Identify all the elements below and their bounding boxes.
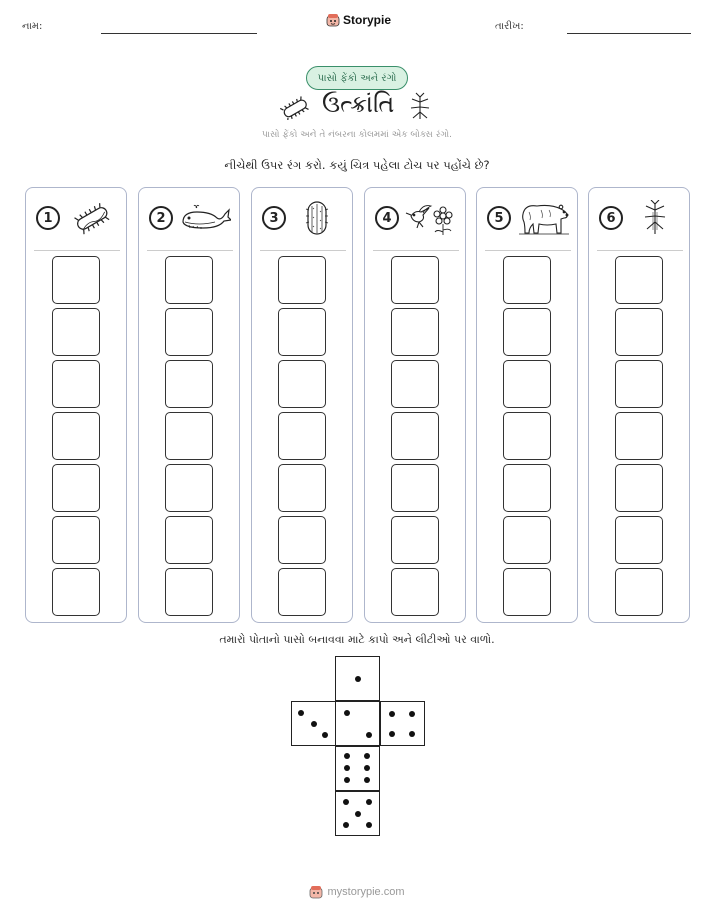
color-box[interactable] <box>52 516 100 564</box>
color-box[interactable] <box>615 308 663 356</box>
color-box[interactable] <box>503 568 551 616</box>
box-stack <box>615 256 663 620</box>
dice-face-6 <box>335 746 380 791</box>
color-box[interactable] <box>278 516 326 564</box>
date-label: તારીખ: <box>495 21 524 32</box>
dice-face-1 <box>335 656 380 701</box>
color-box[interactable] <box>278 412 326 460</box>
color-box[interactable] <box>615 464 663 512</box>
color-box[interactable] <box>391 516 439 564</box>
footer-url[interactable]: mystorypie.com <box>327 886 405 898</box>
box-stack <box>52 256 100 620</box>
number-3-badge: 3 <box>262 206 286 230</box>
color-box[interactable] <box>615 412 663 460</box>
color-box[interactable] <box>278 568 326 616</box>
column-5 <box>476 187 578 623</box>
hummingbird-flower-icon <box>405 200 457 236</box>
column-4 <box>364 187 466 623</box>
number-6-badge: 6 <box>599 206 623 230</box>
column-6 <box>588 187 690 623</box>
color-box[interactable] <box>52 308 100 356</box>
color-box[interactable] <box>615 568 663 616</box>
color-box[interactable] <box>503 516 551 564</box>
color-box[interactable] <box>278 256 326 304</box>
storypie-logo-icon <box>326 13 340 27</box>
color-box[interactable] <box>615 256 663 304</box>
stick-insect-icon <box>629 200 681 236</box>
box-stack <box>391 256 439 620</box>
brand <box>326 13 391 27</box>
color-box[interactable] <box>391 464 439 512</box>
number-1-badge: 1 <box>36 206 60 230</box>
color-box[interactable] <box>278 308 326 356</box>
name-field-line[interactable] <box>101 33 257 34</box>
date-field-line[interactable] <box>567 33 691 34</box>
color-box[interactable] <box>52 360 100 408</box>
bacteria-icon <box>278 96 312 120</box>
subtitle: પાસો ફેંકો અને તે નંબરના કોલમમાં એક બોક્સ રંગો. <box>261 130 453 140</box>
column-3 <box>251 187 353 623</box>
cactus-icon <box>292 200 344 236</box>
column-1 <box>25 187 127 623</box>
column-2 <box>138 187 240 623</box>
dice-face-5 <box>335 791 380 836</box>
color-box[interactable] <box>503 308 551 356</box>
brand-name: Storypie <box>343 13 392 27</box>
color-box[interactable] <box>503 464 551 512</box>
name-label: નામ: <box>22 21 43 32</box>
color-box[interactable] <box>52 256 100 304</box>
title-row <box>0 90 714 124</box>
color-box[interactable] <box>52 412 100 460</box>
number-5-badge: 5 <box>487 206 511 230</box>
number-4-badge: 4 <box>375 206 399 230</box>
color-box[interactable] <box>52 464 100 512</box>
stick-insect-icon <box>406 92 434 122</box>
instruction: નીચેથી ઉપર રંગ કરો. કયું ચિત્ર પહેલા ટોચ પર પહોંચે છે? <box>224 158 490 172</box>
polar-bear-icon <box>517 200 569 236</box>
color-box[interactable] <box>503 256 551 304</box>
color-box[interactable] <box>391 308 439 356</box>
page-title: ઉત્ક્રાંતિ <box>322 90 395 118</box>
color-box[interactable] <box>165 256 213 304</box>
storypie-logo-icon <box>309 885 323 899</box>
color-box[interactable] <box>165 412 213 460</box>
color-box[interactable] <box>391 360 439 408</box>
activity-pill: પાસો ફેંકો અને રંગો <box>306 66 408 90</box>
color-box[interactable] <box>278 360 326 408</box>
color-box[interactable] <box>391 256 439 304</box>
color-box[interactable] <box>165 568 213 616</box>
whale-icon <box>179 200 231 236</box>
color-box[interactable] <box>503 360 551 408</box>
color-box[interactable] <box>165 516 213 564</box>
color-box[interactable] <box>278 464 326 512</box>
color-box[interactable] <box>503 412 551 460</box>
dice-face-3 <box>291 701 336 746</box>
footer <box>0 885 714 899</box>
dice-face-4 <box>380 701 425 746</box>
box-stack <box>278 256 326 620</box>
color-box[interactable] <box>615 516 663 564</box>
color-box[interactable] <box>391 568 439 616</box>
color-box[interactable] <box>52 568 100 616</box>
header <box>0 0 714 50</box>
box-stack <box>503 256 551 620</box>
cut-instruction: તમારો પોતાનો પાસો બનાવવા માટે કાપો અને લીટીઓ પર વાળો. <box>219 633 495 646</box>
color-box[interactable] <box>391 412 439 460</box>
box-stack <box>165 256 213 620</box>
number-2-badge: 2 <box>149 206 173 230</box>
color-box[interactable] <box>165 308 213 356</box>
color-box[interactable] <box>165 360 213 408</box>
color-box[interactable] <box>615 360 663 408</box>
bacteria-icon <box>66 200 118 236</box>
color-box[interactable] <box>165 464 213 512</box>
dice-face-1-center <box>335 701 380 746</box>
